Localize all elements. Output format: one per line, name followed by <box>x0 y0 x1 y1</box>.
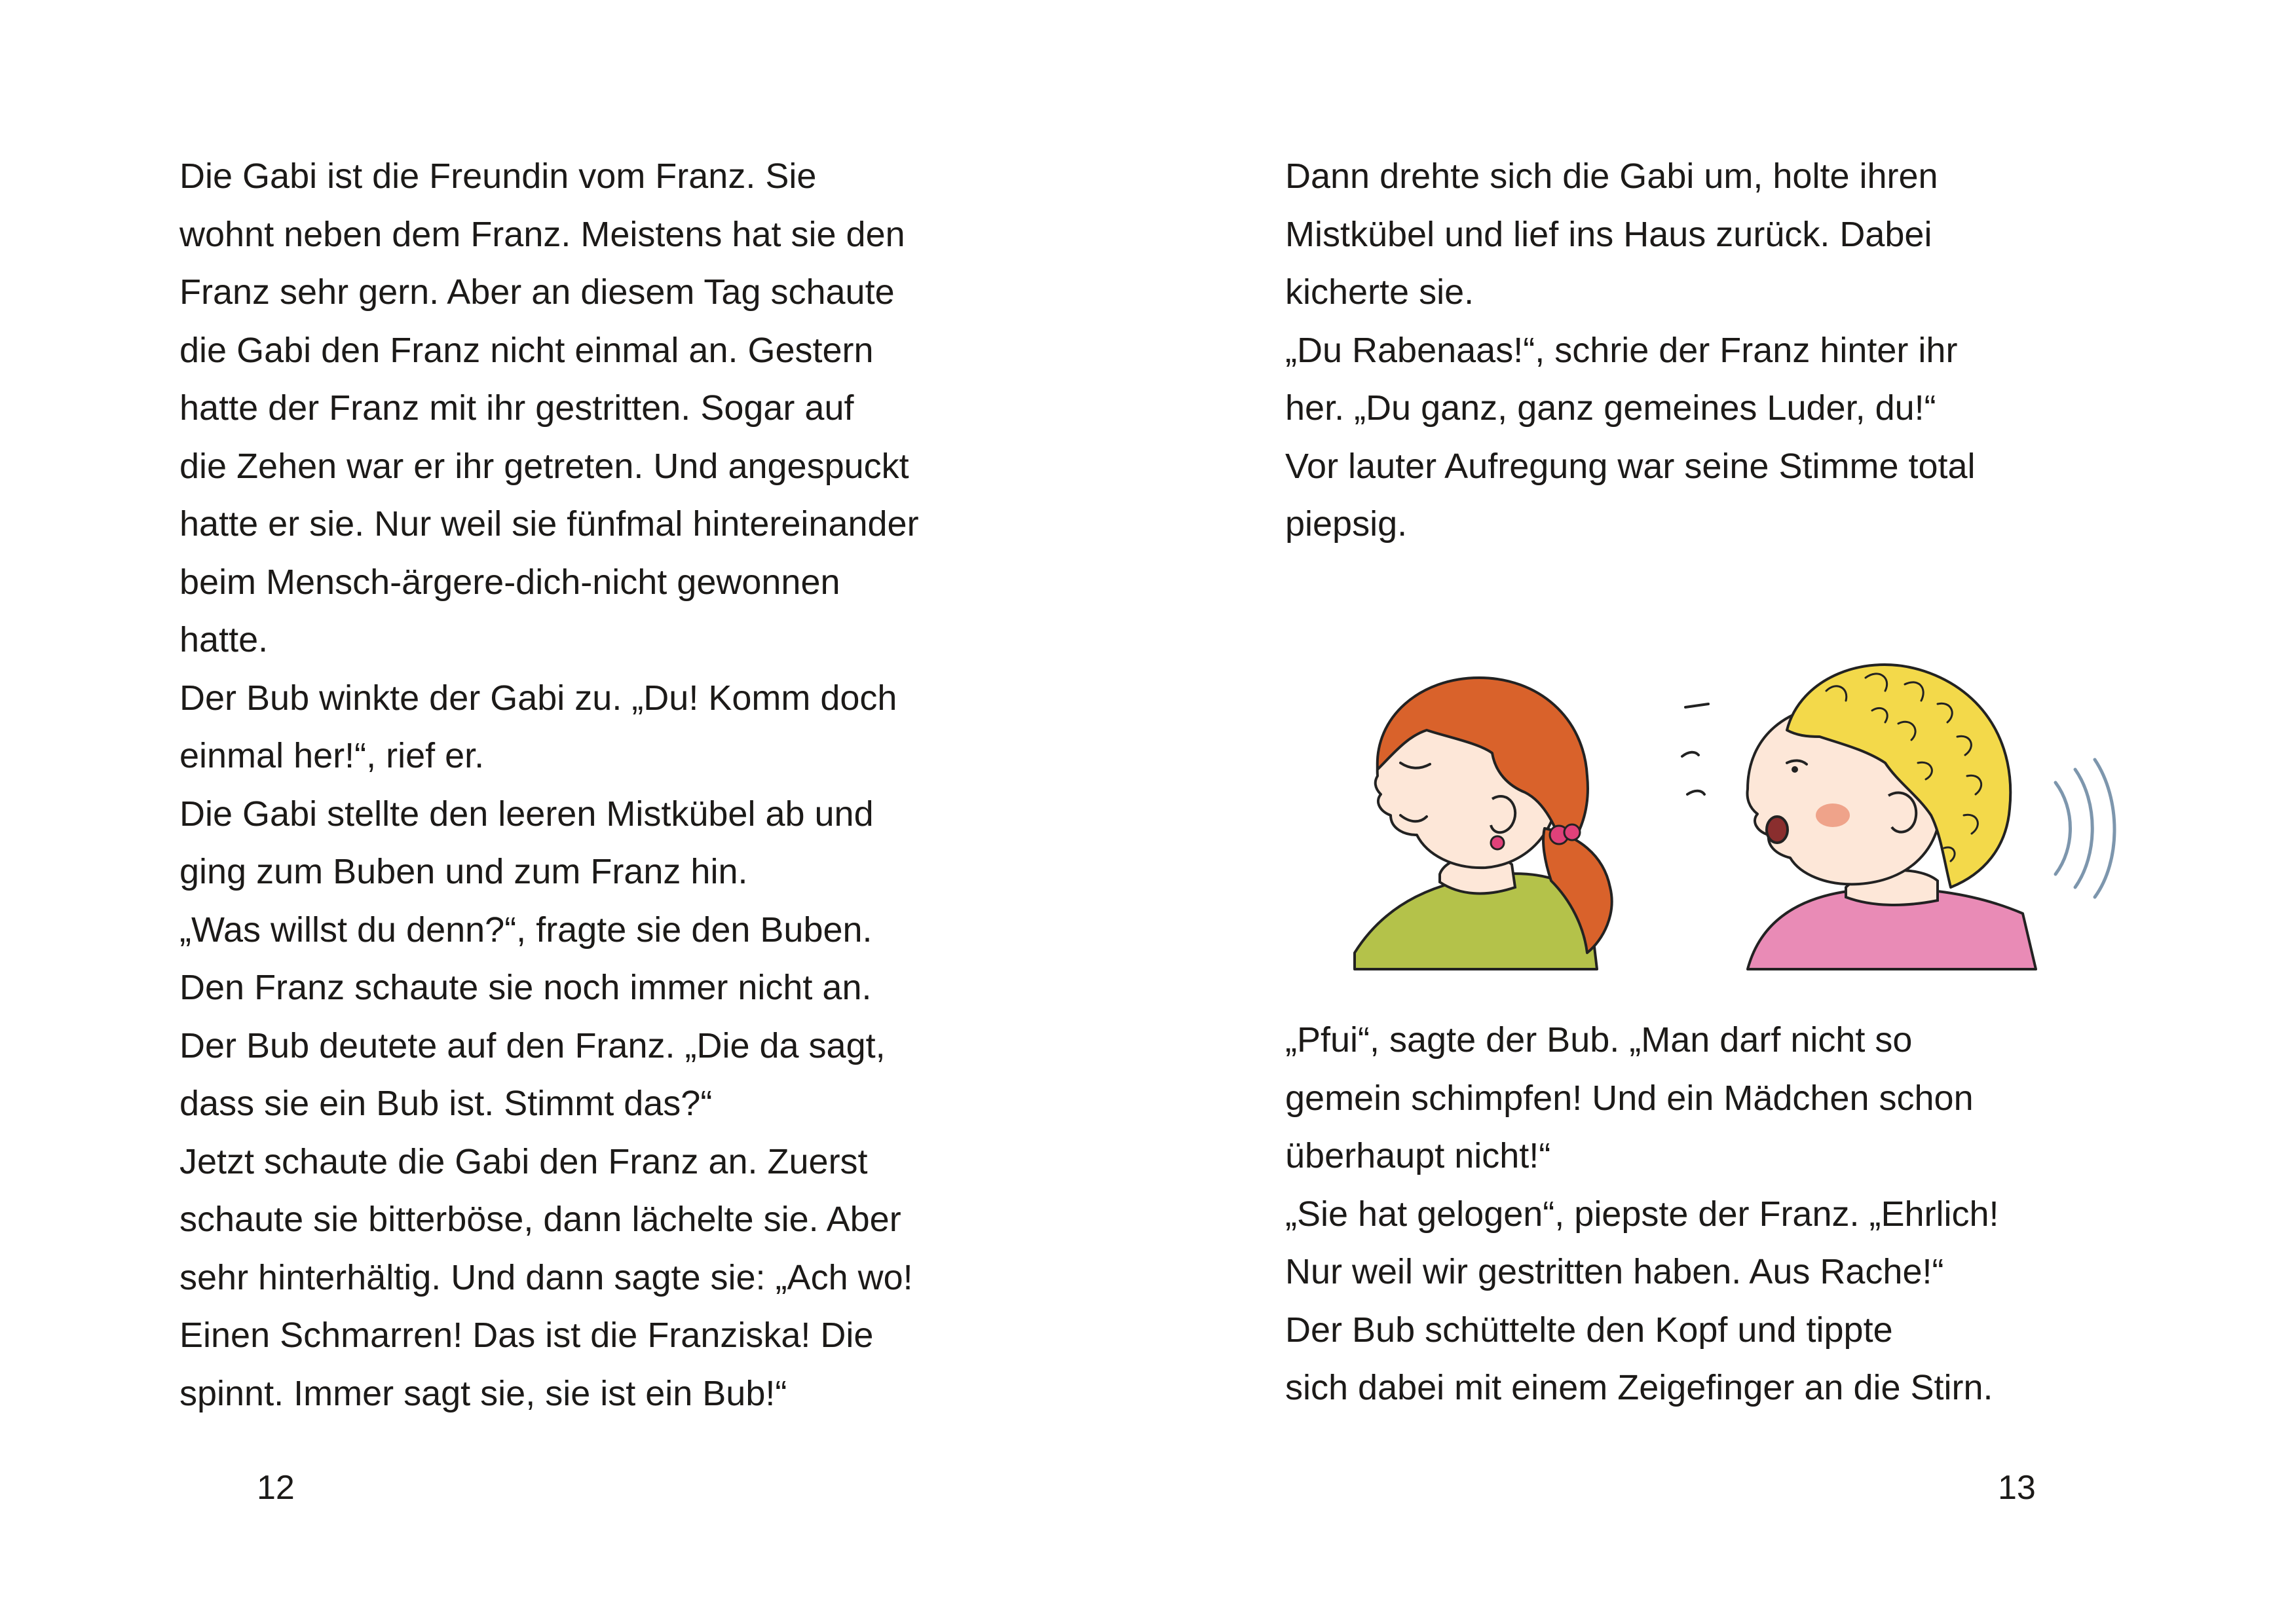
text-line: dass sie ein Bub ist. Stimmt das?“ <box>179 1084 713 1123</box>
text-line: Der Bub deutete auf den Franz. „Die da sagt, <box>179 1025 886 1065</box>
text-line: einmal her!“, rief er. <box>179 736 485 775</box>
text-line: Franz sehr gern. Aber an diesem Tag schaute <box>179 272 895 312</box>
text-line: hatte. <box>179 620 269 659</box>
text-line: hatte er sie. Nur weil sie fünfmal hintereinander <box>179 504 919 544</box>
right-page <box>1145 0 2290 1624</box>
text-line: sehr hinterhältig. Und dann sagte sie: „Ach wo! <box>179 1257 913 1297</box>
text-line: überhaupt nicht!“ <box>1285 1136 1551 1175</box>
text-line: Mistkübel und lief ins Haus zurück. Dabei <box>1285 214 1932 254</box>
text-line: wohnt neben dem Franz. Meistens hat sie den <box>179 214 905 254</box>
left-page-text <box>179 147 919 1422</box>
franz-figure <box>1682 665 2114 969</box>
text-line: die Gabi den Franz nicht einmal an. Gestern <box>179 330 874 370</box>
text-line: beim Mensch-ärgere-dich-nicht gewonnen <box>179 562 840 602</box>
page-number-right: 13 <box>1998 1469 2036 1507</box>
text-line: Jetzt schaute die Gabi den Franz an. Zuerst <box>179 1141 868 1181</box>
text-line: Der Bub winkte der Gabi zu. „Du! Komm doch <box>179 678 897 718</box>
text-line: ging zum Buben und zum Franz hin. <box>179 852 748 891</box>
text-line: gemein schimpfen! Und ein Mädchen schon <box>1285 1078 1974 1118</box>
text-line: Einen Schmarren! Das ist die Franziska! Die <box>179 1316 874 1355</box>
text-line: spinnt. Immer sagt sie, sie ist ein Bub!“ <box>179 1373 787 1413</box>
page-number-left: 12 <box>257 1469 295 1507</box>
text-line: Die Gabi stellte den leeren Mistkübel ab und <box>179 794 874 834</box>
text-line: „Was willst du denn?“, fragte sie den Buben. <box>179 910 873 950</box>
text-line: hatte der Franz mit ihr gestritten. Sogar auf <box>179 388 854 428</box>
text-line: Die Gabi ist die Freundin vom Franz. Sie <box>179 157 817 196</box>
text-line: kicherte sie. <box>1285 272 1474 312</box>
text-line: Vor lauter Aufregung war seine Stimme total <box>1285 446 1976 486</box>
text-line: „Pfui“, sagte der Bub. „Man darf nicht so <box>1285 1020 1913 1060</box>
gabi-figure <box>1355 678 1612 969</box>
text-line: Dann drehte sich die Gabi um, holte ihren <box>1285 157 1938 196</box>
text-line: die Zehen war er ihr getreten. Und angespuckt <box>179 446 909 486</box>
text-line: sich dabei mit einem Zeigefinger an die Stirn. <box>1285 1368 1993 1407</box>
text-line: Der Bub schüttelte den Kopf und tippte <box>1285 1310 1893 1350</box>
text-line: Den Franz schaute sie noch immer nicht an. <box>179 968 872 1007</box>
text-line: her. „Du ganz, ganz gemeines Luder, du!“ <box>1285 388 1936 428</box>
text-line: „Du Rabenaas!“, schrie der Franz hinter ihr <box>1285 330 1958 370</box>
text-line: piepsig. <box>1285 504 1408 544</box>
text-line: Nur weil wir gestritten haben. Aus Rache!“ <box>1285 1252 1944 1291</box>
text-line: schaute sie bitterböse, dann lächelte sie. Aber <box>179 1200 901 1239</box>
right-page-text-top <box>1285 147 1976 553</box>
story-illustration <box>1328 638 2219 982</box>
text-line: „Sie hat gelogen“, piepste der Franz. „Ehrlich! <box>1285 1194 1999 1234</box>
right-page-text-bottom <box>1285 1011 1999 1417</box>
